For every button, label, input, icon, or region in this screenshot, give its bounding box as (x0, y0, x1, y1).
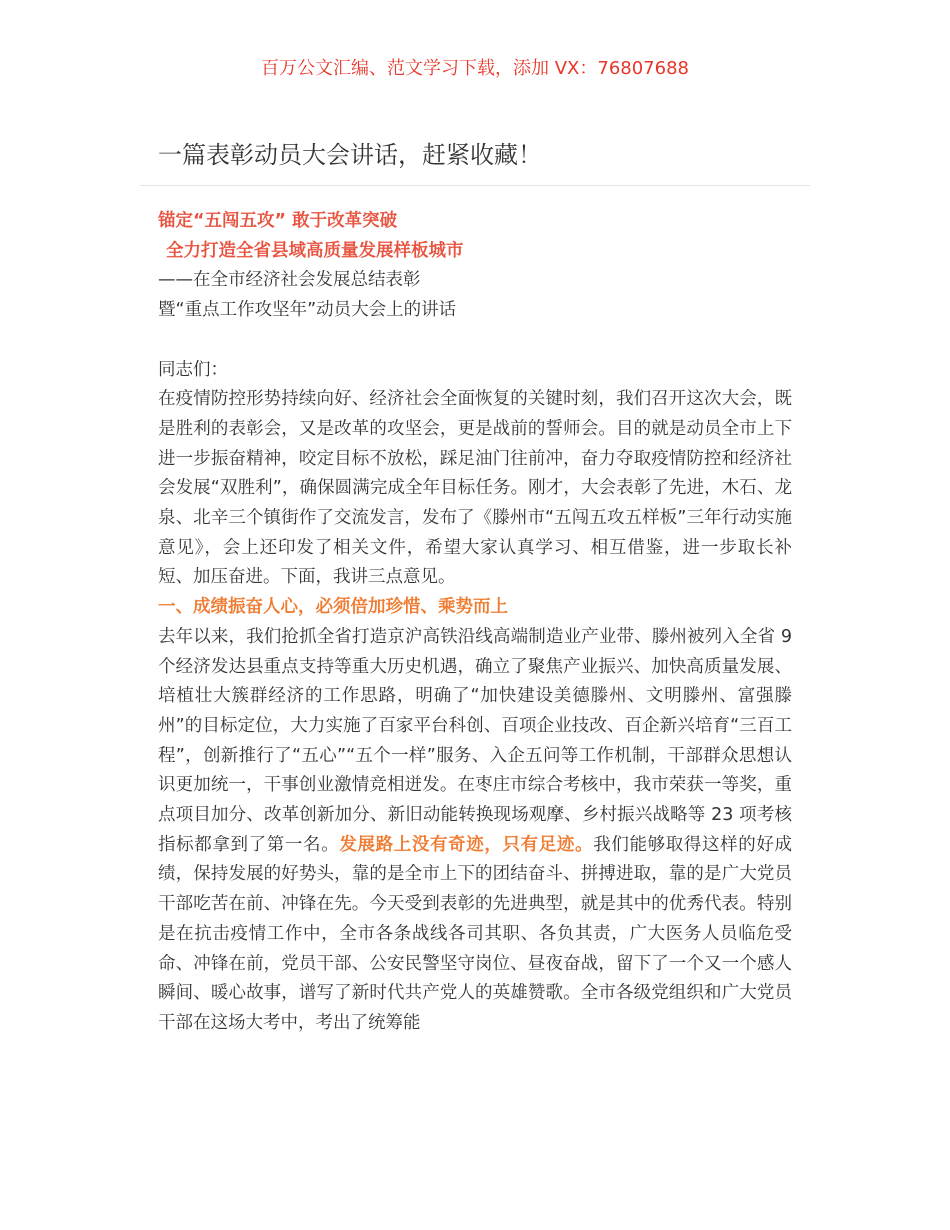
paragraph-achievements-part-2: 我们能够取得这样的好成绩，保持发展的好势头，靠的是全市上下的团结奋斗、拼搏进取，靠的是广大党员干部吃苦在前、冲锋在先。今天受到表彰的先进典型，就是其中的优秀代表。特别是在抗击疫情工作中，全市各条战线各司其职、各负其责，广大医务人员临危受命、冲锋在前，党员干部、公安民警坚守岗位、昼夜奋战，留下了一个又一个感人瞬间、暖心故事，谱写了新时代共产党人的英雄赞歌。全市各级党组织和广大党员干部在这场大考中，考出了统筹能 (158, 834, 793, 1033)
title-divider (140, 185, 810, 186)
blank-line (158, 326, 792, 356)
heading-line-2: 全力打造全省县域高质量发展样板城市 (166, 240, 464, 261)
article-body (158, 207, 792, 1039)
section-heading-1: 一、成绩振奋人心，必须倍加珍惜、乘势而上 (158, 597, 508, 618)
subheading-line-2: 暨“重点工作攻坚年”动员大会上的讲话 (158, 300, 457, 321)
paragraph-intro: 在疫情防控形势持续向好、经济社会全面恢复的关键时刻，我们召开这次大会，既是胜利的表彰会，又是改革的攻坚会，更是战前的誓师会。目的就是动员全市上下进一步振奋精神，咬定目标不放松，踩足油门往前冲，奋力夺取疫情防控和经济社会发展“双胜利”，确保圆满完成全年目标任务。刚才，大会表彰了先进，木石、龙泉、北辛三个镇街作了交流发言，发布了《滕州市“五闯五攻五样板”三年行动实施意见》，会上还印发了相关文件，希望大家认真学习、相互借鉴，进一步取长补短、加压奋进。下面，我讲三点意见。 (158, 389, 792, 588)
heading-line-1: 锚定“五闯五攻” 敢于改革突破 (158, 211, 398, 231)
paragraph-achievements-part-1: 去年以来，我们抢抓全省打造京沪高铁沿线高端制造业产业带、滕州被列入全省 9 个经济发达县重点支持等重大历史机遇，确立了聚焦产业振兴、加快高质量发展、培植壮大簇群经济的工作思路，明确了“加快建设美德滕州、文明滕州、富强滕州”的目标定位，大力实施了百家平台科创、百项企业技改、百企新兴培育“三百工程”，创新推行了“五心”“五个一样”服务、入企五问等工作机制，干部群众思想认识更加统一，干事创业激情竞相迸发。在枣庄市综合考核中，我市荣获一等奖，重点项目加分、改革创新加分、新旧动能转换现场观摩、乡村振兴战略等 23 项考核指标都拿到了第一名。 (158, 626, 792, 855)
paragraph-achievements (158, 623, 792, 1039)
subheading-line-1: ——在全市经济社会发展总结表彰 (158, 270, 421, 291)
salutation: 同志们： (158, 359, 228, 380)
promo-banner: 百万公文汇编、范文学习下载，添加 VX：76807688 (261, 58, 689, 79)
page-title: 一篇表彰动员大会讲话，赶紧收藏！ (158, 141, 542, 169)
highlight-quote: 发展路上没有奇迹，只有足迹。 (339, 834, 594, 855)
